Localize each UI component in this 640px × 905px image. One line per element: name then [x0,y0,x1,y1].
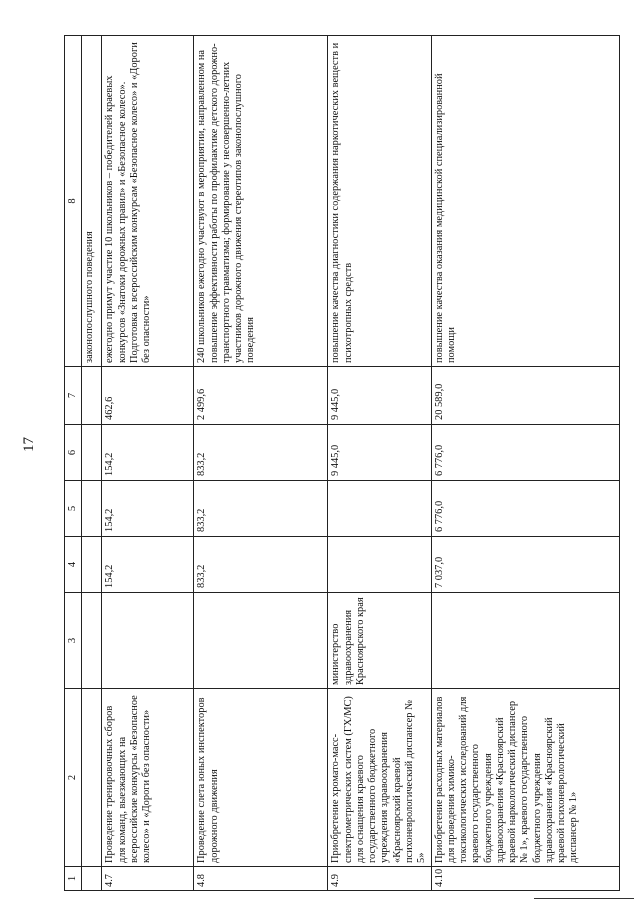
row-name: Приобретение хромато-масс-спектрометрических систем (ГХ/МС) для оснащения краевого государственного бюджетного учреждения здравоохранения «Красноярский краевой психоневрологический диспансер № 5» [328,689,431,867]
table-row [431,36,620,891]
row-value-col7: 9 445,0 [328,367,431,425]
table-row [82,36,102,891]
header-cell: 1 [65,867,82,891]
row-value-col4: 154,2 [102,537,194,593]
table-row [194,36,328,891]
row-value-col4 [328,537,431,593]
table-row [102,36,194,891]
row-executor [194,593,328,689]
header-cell: 5 [65,481,82,537]
header-cell: 8 [65,36,82,367]
header-cell: 6 [65,425,82,481]
header-cell: 2 [65,689,82,867]
row-id: 4.10 [431,867,620,891]
program-table-rotated [64,36,620,891]
row-result: законопослушного поведения [82,36,102,367]
row-value-col7: 462,6 [102,367,194,425]
row-value-col6: 154,2 [102,425,194,481]
row-value-col7: 20 589,0 [431,367,620,425]
header-cell: 4 [65,537,82,593]
row-executor [82,593,102,689]
row-value-col4: 833,2 [194,537,328,593]
row-value-col5: 833,2 [194,481,328,537]
row-name: Приобретение расходных материалов для проведения химико-токсикологических исследований для краевого государственного бюджетного учреждения здравоохранения «Красноярский краевой наркологический диспансер № 1», краевого государственного бюджетного учреждения здравоохранения «Красноярский краевой психоневрологический диспансер № 1» [431,689,620,867]
header-cell: 7 [65,367,82,425]
row-executor [431,593,620,689]
row-result: 240 школьников ежегодно участвуют в мероприятии, направленном на повышение эффективности работы по профилактике детского дорожно-транспортного травматизма; формирование у несовершенно-летних участников дорожного движения стереотипов законопослушного поведения [194,36,328,367]
row-name: Проведение тренировочных сборов для команд, выезжающих на всероссийские конкурсы «Безопасное колесо» и «Дороги без опасности» [102,689,194,867]
row-value-col6: 6 776,0 [431,425,620,481]
row-value-col5: 154,2 [102,481,194,537]
row-value-col6 [82,425,102,481]
row-result: повышение качества оказания медицинской специализированной помощи [431,36,620,367]
row-value-col7 [82,367,102,425]
row-name [82,689,102,867]
row-result: повышение качества диагностики содержания наркотических веществ и психотропных средств [328,36,431,367]
row-value-col6: 9 445,0 [328,425,431,481]
row-executor: министерство здравоохранения Красноярского края [328,593,431,689]
row-value-col5 [328,481,431,537]
row-id: 4.7 [102,867,194,891]
row-result: ежегодно примут участие 10 школьников – победителей краевых конкурсов «Знатоки дорожных правил» и «Безопасное колесо». Подготовка к всероссийским конкурсам «Безопасное колесо» и «Дороги без опасности» [102,36,194,367]
row-value-col5 [82,481,102,537]
page-number: 17 [21,437,37,452]
table-row [328,36,431,891]
row-name: Проведение слета юных инспекторов дорожного движения [194,689,328,867]
row-id: 4.9 [328,867,431,891]
program-table-wrapper [64,36,620,891]
table-header-row [65,36,82,891]
row-id: 4.8 [194,867,328,891]
header-cell: 3 [65,593,82,689]
row-value-col5: 6 776,0 [431,481,620,537]
row-executor [102,593,194,689]
row-value-col4 [82,537,102,593]
row-value-col7: 2 499,6 [194,367,328,425]
row-value-col4: 7 037,0 [431,537,620,593]
bottom-rule-divider [534,898,634,899]
program-table [64,35,620,891]
row-value-col6: 833,2 [194,425,328,481]
row-id [82,867,102,891]
